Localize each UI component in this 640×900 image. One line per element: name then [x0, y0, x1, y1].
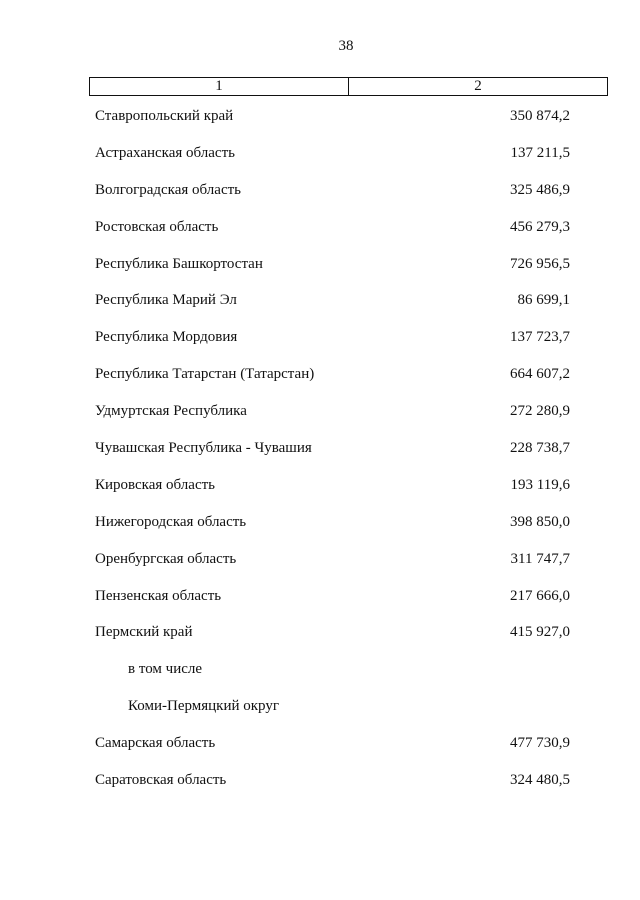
region-name: Самарская область	[95, 735, 216, 752]
region-value: 456 279,3	[510, 218, 570, 235]
region-name: Республика Мордовия	[95, 329, 238, 346]
region-name: Коми-Пермяцкий округ	[128, 698, 280, 715]
region-value: 415 927,0	[510, 624, 570, 641]
region-name: Республика Татарстан (Татарстан)	[95, 366, 315, 383]
table-row	[0, 588, 640, 625]
table-row	[0, 735, 640, 772]
table-header	[89, 77, 608, 96]
region-name: Ростовская область	[95, 218, 219, 235]
table-header-col-2: 2	[474, 78, 482, 94]
region-value: 217 666,0	[510, 587, 570, 604]
region-name: Оренбургская область	[95, 550, 237, 567]
region-name: Саратовская область	[95, 772, 227, 789]
table-header-col-1: 1	[90, 78, 349, 95]
table-row	[0, 219, 640, 256]
table-row	[0, 145, 640, 182]
region-name: Чувашская Республика - Чувашия	[95, 440, 312, 457]
region-value: 86 699,1	[517, 292, 570, 309]
table-row	[0, 440, 640, 477]
region-name: Удмуртская Республика	[95, 403, 247, 420]
table-row	[0, 514, 640, 551]
region-name: Ставропольский край	[95, 108, 234, 124]
region-value: 272 280,9	[510, 403, 570, 420]
region-value: 664 607,2	[510, 366, 570, 383]
region-value: 477 730,9	[510, 735, 570, 752]
page-number: 38	[338, 38, 354, 54]
region-value: 228 738,7	[510, 440, 570, 457]
region-name: Волгоградская область	[95, 181, 241, 198]
region-name: Астраханская область	[95, 144, 235, 161]
table-row	[0, 329, 640, 366]
region-name: Республика Марий Эл	[95, 292, 237, 309]
region-value: 137 211,5	[510, 144, 570, 161]
region-value: 137 723,7	[510, 329, 570, 346]
table-row	[0, 403, 640, 440]
region-name: Нижегородская область	[95, 513, 247, 530]
table-row	[0, 366, 640, 403]
table-row-subheading	[0, 661, 640, 698]
table-row	[0, 256, 640, 293]
table-row	[0, 624, 640, 661]
region-value: 324 480,5	[510, 772, 570, 789]
table-row	[0, 182, 640, 219]
region-value: 350 874,2	[510, 108, 570, 124]
region-value: 311 747,7	[510, 550, 570, 567]
region-name: Кировская область	[95, 476, 216, 493]
region-name: Пензенская область	[95, 587, 222, 604]
table-row	[0, 772, 640, 809]
subheading-label: в том числе	[128, 661, 203, 678]
table-row	[0, 292, 640, 329]
region-value: 398 850,0	[510, 513, 570, 530]
table-row	[0, 108, 640, 145]
region-value: 726 956,5	[510, 255, 570, 272]
region-name: Пермский край	[95, 624, 193, 641]
region-value: 193 119,6	[510, 476, 570, 493]
table-row	[0, 477, 640, 514]
table-body	[0, 108, 640, 809]
region-value: 325 486,9	[510, 181, 570, 198]
table-row	[0, 551, 640, 588]
region-name: Республика Башкортостан	[95, 255, 263, 272]
table-row-subitem	[0, 698, 640, 735]
